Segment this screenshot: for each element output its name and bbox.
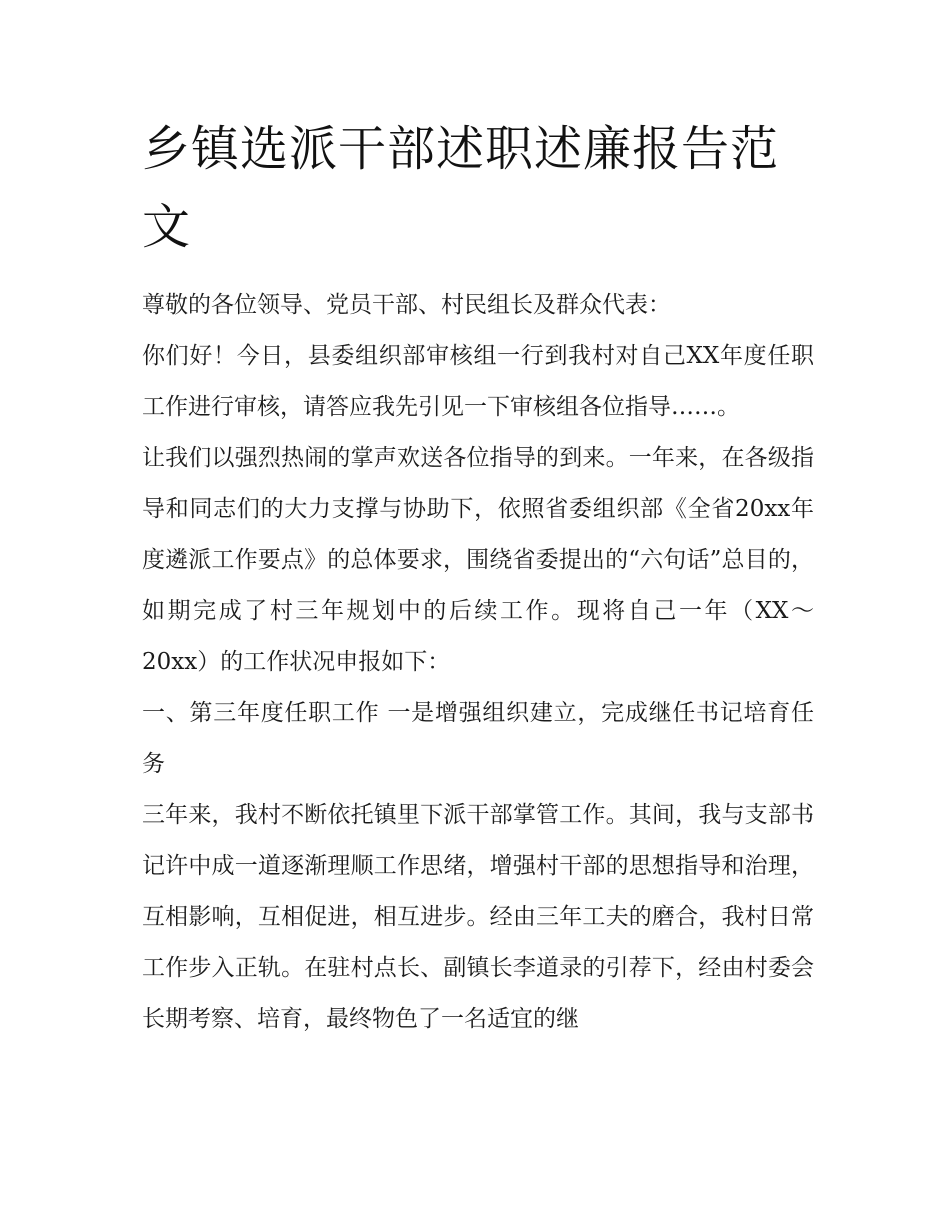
salutation-paragraph: 尊敬的各位领导、党员干部、村民组长及群众代表： <box>142 292 671 318</box>
document-title: 乡镇选派干部述职述廉报告范文 <box>142 121 780 255</box>
section-heading: 一、第三年度任职工作 一是增强组织建立，完成继任书记培育任务 <box>142 700 814 777</box>
intro-paragraph: 让我们以强烈热闹的掌声欢送各位指导的到来。一年来，在各级指导和同志们的大力支撑与协助下，依照省委组织部《全省20xx年度遴派工作要点》的总体要求，围绕省委提出的“六句话”总目的，如期完成了村三年规划中的后续工作。现将自己一年（XX～20xx）的工作状况申报如下： <box>142 445 814 675</box>
body-paragraph: 三年来，我村不断依托镇里下派干部掌管工作。其间，我与支部书记许中成一道逐渐理顺工作思绪，增强村干部的思想指导和治理，互相影响，互相促进，相互进步。经由三年工夫的磨合，我村日常工作步入正轨。在驻村点长、副镇长李道录的引荐下，经由村委会长期考察、培育，最终物色了一名适宜的继 <box>142 802 814 1032</box>
document-body <box>142 280 814 1045</box>
greeting-paragraph: 你们好！今日，县委组织部审核组一行到我村对自己XX年度任职工作进行审核，请答应我先引见一下审核组各位指导……。 <box>142 343 814 420</box>
